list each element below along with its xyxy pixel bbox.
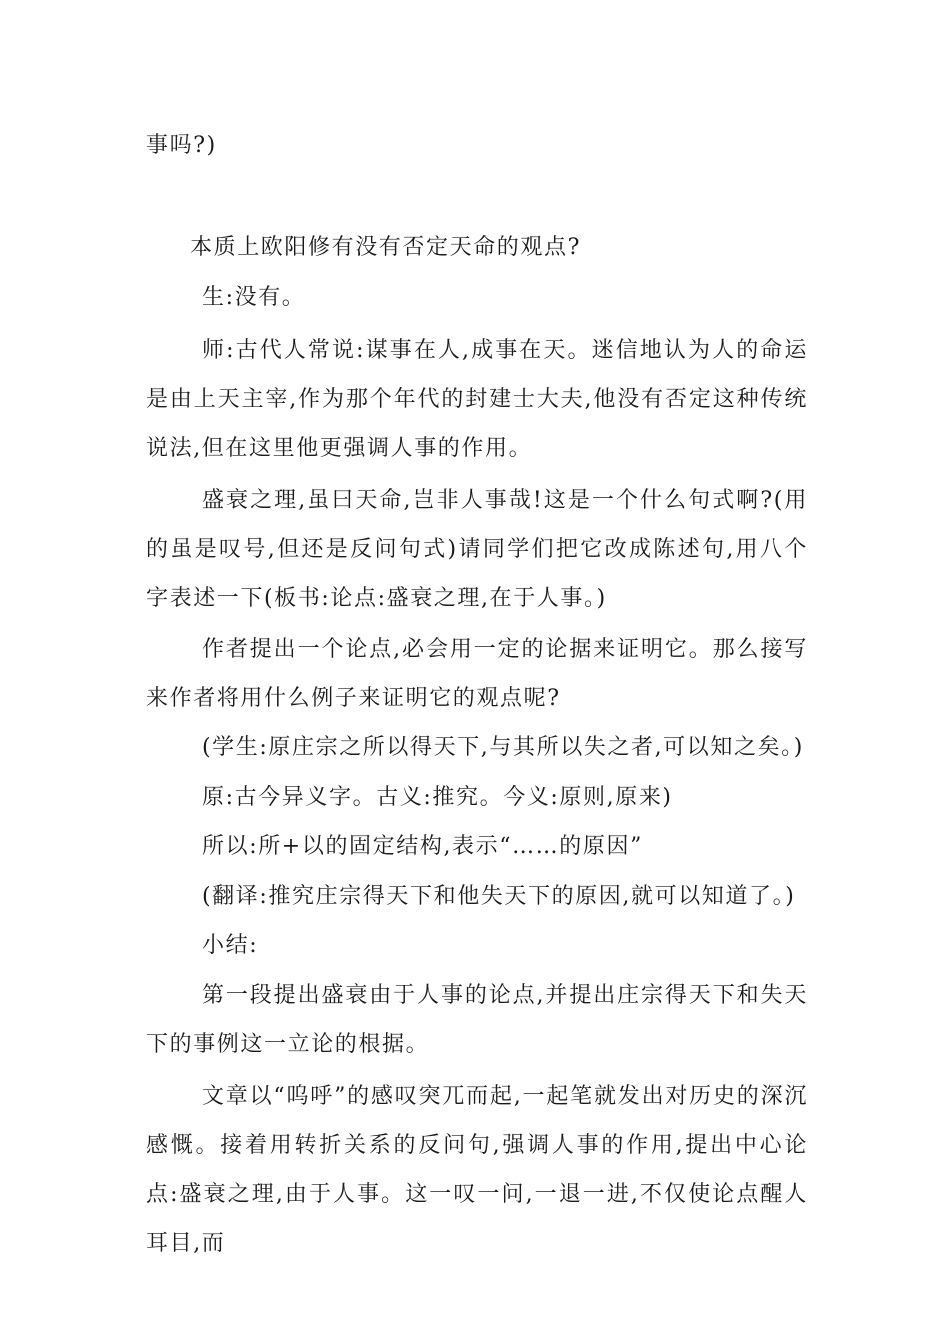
paragraph-analysis: 文章以“呜呼”的感叹突兀而起,一起笔就发出对历史的深沉感慨。接着用转折关系的反问句,强调人事的作用,提出中心论点:盛衰之理,由于人事。这一叹一问,一退一进,不仅使论点醒人耳目,而 <box>146 1084 808 1256</box>
paragraph-student-answer: 生:没有。 <box>202 285 306 310</box>
paragraph-translation: (翻译:推究庄宗得天下和他失天下的原因,就可以知道了。) <box>202 884 796 909</box>
paragraph-summary-heading: 小结: <box>202 933 259 958</box>
paragraph-question: 本质上欧阳修有没有否定天命的观点? <box>190 235 581 260</box>
paragraph-yuan-note: 原:古今异义字。古义:推究。今义:原则,原来) <box>202 785 673 810</box>
paragraph-argument: 作者提出一个论点,必会用一定的论据来证明它。那么接写来作者将用什么例子来证明它的观点呢? <box>146 637 808 711</box>
paragraph-summary: 第一段提出盛衰由于人事的论点,并提出庄宗得天下和失天下的事例这一立论的根据。 <box>146 983 808 1057</box>
paragraph-shengshuai: 盛衰之理,虽曰天命,岂非人事哉!这是一个什么句式啊?(用的虽是叹号,但还是反问句式)请同学们把它改成陈述句,用八个字表述一下(板书:论点:盛衰之理,在于人事。) <box>146 488 808 611</box>
paragraph-continuation: 事吗?) <box>146 133 217 158</box>
paragraph-teacher: 师:古代人常说:谋事在人,成事在天。迷信地认为人的命运是由上天主宰,作为那个年代的封建士大夫,他没有否定这种传统说法,但在这里他更强调人事的作用。 <box>146 338 808 461</box>
paragraph-suoyi-note: 所以:所+以的固定结构,表示“……的原因” <box>202 834 643 859</box>
paragraph-student-quote: (学生:原庄宗之所以得天下,与其所以失之者,可以知之矣。) <box>202 735 804 760</box>
